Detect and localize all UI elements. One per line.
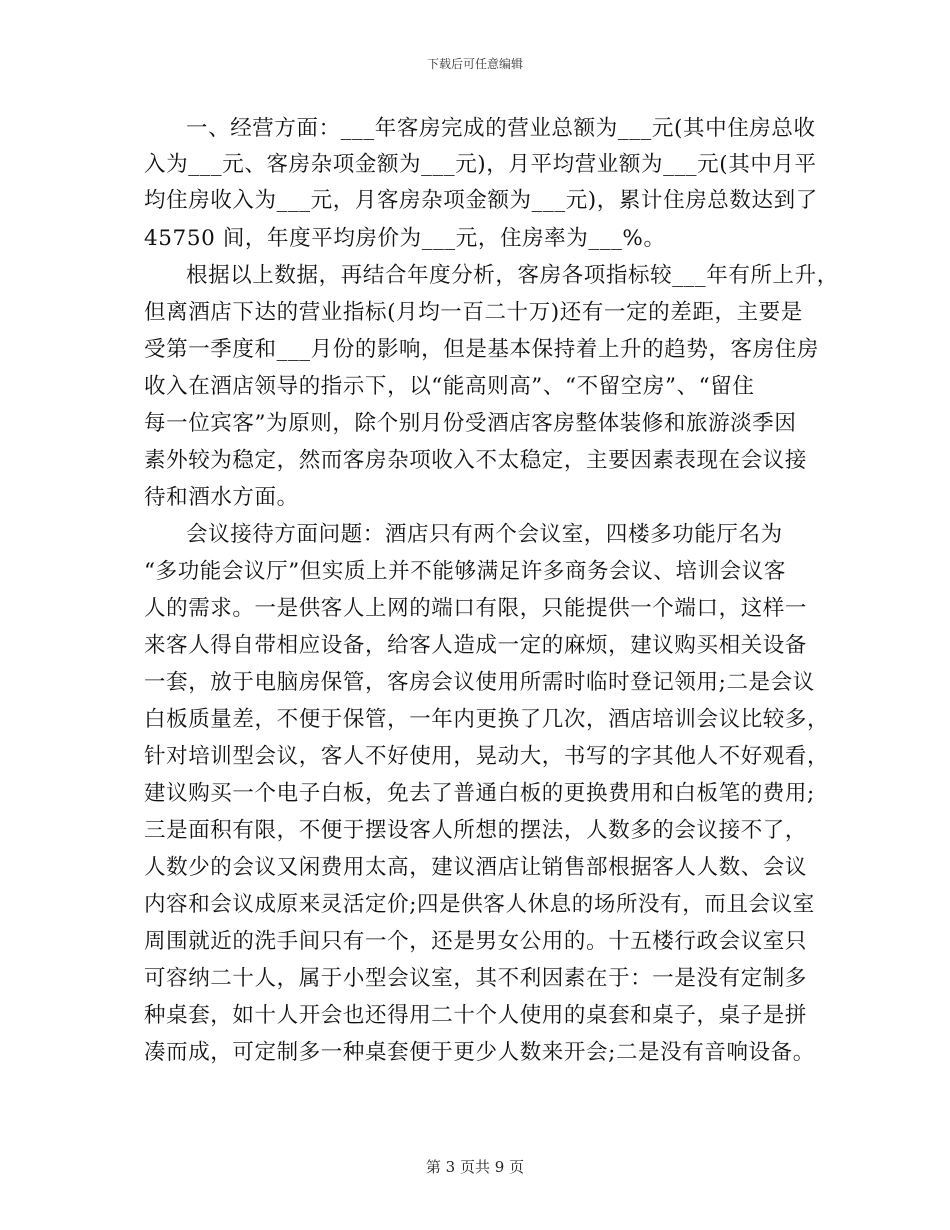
text-line: 人数少的会议又闲费用太高，建议酒店让销售部根据客人人数、会议 bbox=[144, 855, 808, 880]
text-line: 来客人得自带相应设备，给客人造成一定的麻烦，建议购买相关设备 bbox=[144, 633, 808, 658]
text-line: 一、经营方面：___年客房完成的营业总额为___元(其中住房总收 bbox=[186, 116, 816, 141]
text-line: 周围就近的洗手间只有一个，还是男女公用的。十五楼行政会议室只 bbox=[144, 929, 808, 954]
text-line: 45750 间，年度平均房价为___元，住房率为___%。 bbox=[144, 226, 666, 251]
text-line: 素外较为稳定，然而客房杂项收入不太稳定，主要因素表现在会议接 bbox=[144, 448, 808, 473]
text-line: 会议接待方面问题：酒店只有两个会议室，四楼多功能厅名为 bbox=[186, 522, 783, 547]
text-line: 均住房收入为___元，月客房杂项金额为___元)，累计住房总数达到了 bbox=[144, 188, 818, 213]
text-line: 白板质量差，不便于保管，一年内更换了几次，酒店培训会议比较多， bbox=[144, 707, 830, 732]
text-line: 针对培训型会议，客人不好使用，晃动大，书写的字其他人不好观看， bbox=[144, 744, 830, 769]
text-line: 内容和会议成原来灵活定价;四是供客人休息的场所没有，而且会议室 bbox=[144, 892, 815, 917]
text-line: 根据以上数据，再结合年度分析，客房各项指标较___年有所上升， bbox=[186, 263, 839, 288]
text-line: 凑而成，可定制多一种桌套便于更少人数来开会;二是没有音响设备。 bbox=[144, 1040, 815, 1065]
text-line: 一套，放于电脑房保管，客房会议使用所需时临时登记领用;二是会议 bbox=[144, 670, 815, 695]
text-line: 三是面积有限，不便于摆设客人所想的摆法，人数多的会议接不了， bbox=[144, 818, 808, 843]
text-line: 入为___元、客房杂项金额为___元)，月平均营业额为___元(其中月平 bbox=[144, 152, 817, 177]
text-line: 但离酒店下达的营业指标(月均一百二十万)还有一定的差距，主要是 bbox=[144, 300, 803, 325]
text-line: 建议购买一个电子白板，免去了普通白板的更换费用和白板笔的费用; bbox=[144, 781, 815, 806]
page-footer: 第 3 页共 9 页 bbox=[425, 1158, 525, 1176]
text-line: 种桌套，如十人开会也还得用二十个人使用的桌套和桌子，桌子是拼 bbox=[144, 1003, 808, 1028]
text-line: “多功能会议厅”但实质上并不能够满足许多商务会议、培训会议客 bbox=[144, 559, 786, 584]
text-line: 可容纳二十人，属于小型会议室，其不利因素在于：一是没有定制多 bbox=[144, 966, 808, 991]
text-line: 受第一季度和___月份的影响，但是基本保持着上升的趋势，客房住房 bbox=[144, 337, 819, 362]
text-line: 每一位宾客”为原则，除个别月份受酒店客房整体装修和旅游淡季因 bbox=[144, 411, 797, 436]
text-line: 人的需求。一是供客人上网的端口有限，只能提供一个端口，这样一 bbox=[144, 596, 808, 621]
text-line: 待和酒水方面。 bbox=[144, 485, 299, 510]
page-header: 下载后可任意编辑 bbox=[426, 57, 523, 71]
text-line: 收入在酒店领导的指示下，以“能高则高”、“不留空房”、“留住 bbox=[144, 374, 755, 399]
